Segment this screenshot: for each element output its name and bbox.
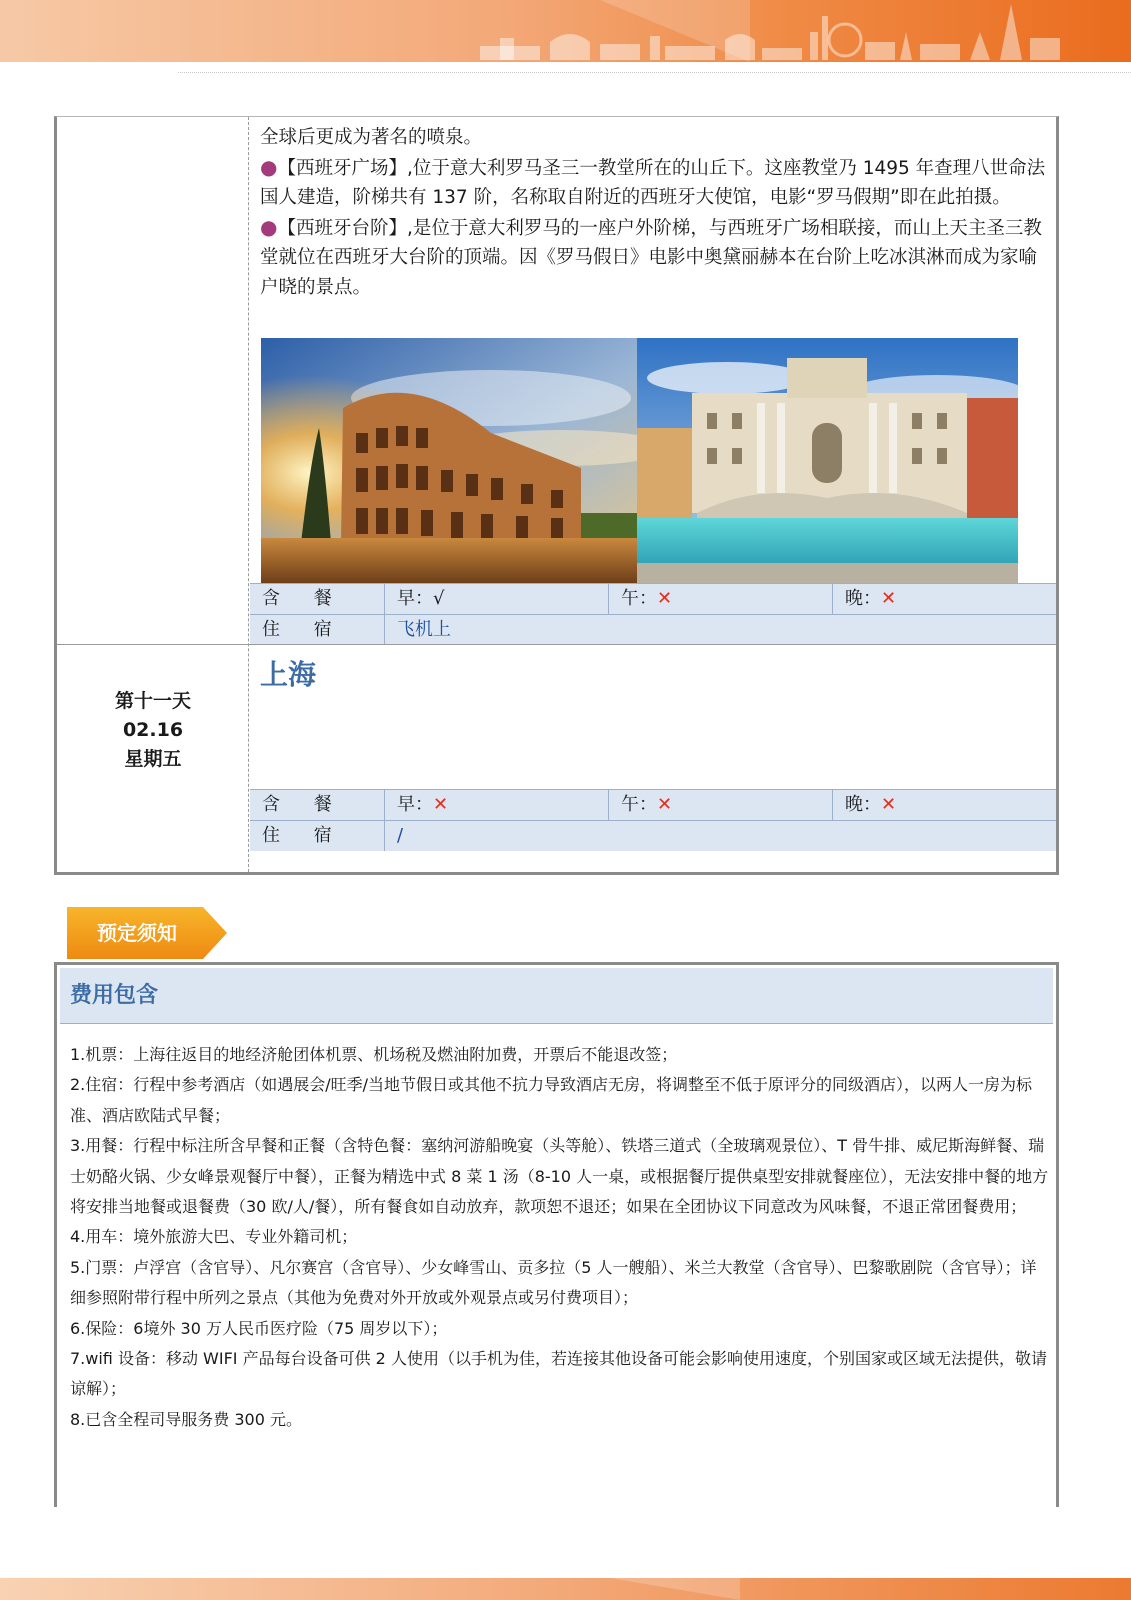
tab-label: 预定须知: [97, 921, 177, 945]
cross-icon: ✕: [881, 794, 897, 815]
lunch-label: 午：: [621, 588, 657, 609]
day-weekday: 星期五: [124, 748, 182, 770]
check-icon: √: [433, 588, 445, 609]
city-skyline-illustration: [470, 2, 1070, 60]
cross-icon: ✕: [881, 588, 897, 609]
bullet-icon: ●: [260, 154, 278, 179]
bullet-icon: ●: [260, 214, 278, 239]
fee-item: 1.机票：上海往返目的地经济舱团体机票、机场税及燃油附加费，开票后不能退改签；: [70, 1045, 678, 1064]
paragraph-text: 【西班牙广场】,位于意大利罗马圣三一教堂所在的山丘下。这座教堂乃 1495 年查理八世命法国人建造，阶梯共有 137 阶，名称取自附近的西班牙大使馆，电影“罗马假期”即在此拍摄。: [260, 157, 1046, 209]
meals-label: 含 餐: [262, 588, 346, 609]
fee-item: 7.wifi 设备：移动 WIFI 产品每台设备可供 2 人使用（以手机为佳，若连接其他设备可能会影响使用速度，个别国家或区域无法提供，敬请谅解）；: [70, 1349, 1047, 1399]
meals-row: [250, 789, 1056, 820]
day-number: 第十一天: [114, 690, 191, 712]
paragraph-text: 全球后更成为著名的喷泉。: [260, 127, 483, 148]
fee-item: 2.住宿：行程中参考酒店（如遇展会/旺季/当地节假日或其他不抗力导致酒店无房，将调整至不低于原评分的同级酒店），以两人一房为标准、酒店欧陆式早餐；: [70, 1075, 1033, 1125]
fee-item: 3.用餐：行程中标注所含早餐和正餐（含特色餐：塞纳河游船晚宴（头等舱）、铁塔三道式（全玻璃观景位）、T 骨牛排、威尼斯海鲜餐、瑞士奶酪火锅、少女峰景观餐厅中餐），正餐为精选中式 8 菜 1 汤（8-10 人一桌，或根据餐厅提供桌型安排就餐座位），无法安排中餐的地方将安排当地餐或退餐费（30 欧/人/餐），所有餐食如自动放弃，款项恕不退还；如果在全团协议下同意改为风味餐，不退正常团餐费用；: [70, 1136, 1049, 1217]
cross-icon: ✕: [657, 794, 673, 815]
hotel-label: 住 宿: [262, 825, 346, 846]
breakfast-label: 早：: [397, 794, 433, 815]
header-divider: [178, 72, 1131, 73]
lunch-label: 午：: [621, 794, 657, 815]
hotel-row: [250, 820, 1056, 851]
fees-included-box: [54, 962, 1059, 1507]
header-banner: [0, 0, 1131, 62]
attraction-description: [260, 123, 1050, 303]
itinerary-table: [54, 116, 1059, 875]
dinner-cell: [832, 790, 1056, 820]
booking-notice-tab: [67, 907, 229, 959]
breakfast-cell: [384, 790, 608, 820]
hotel-row: [250, 614, 1056, 645]
cross-icon: ✕: [433, 794, 449, 815]
fees-list: [70, 1040, 1050, 1435]
day-label: [57, 687, 249, 774]
destination-city: 上海: [260, 658, 317, 691]
lunch-cell: [608, 584, 832, 614]
description-paragraph: [260, 123, 1050, 153]
hotel-label: 住 宿: [262, 619, 346, 640]
dinner-cell: [832, 584, 1056, 614]
day-separator: [57, 644, 1056, 645]
hotel-value: 飞机上: [384, 615, 1056, 645]
meals-row: [250, 583, 1056, 614]
cross-icon: ✕: [657, 588, 673, 609]
description-paragraph: [260, 153, 1050, 213]
description-paragraph: [260, 213, 1050, 303]
breakfast-cell: [384, 584, 608, 614]
lunch-cell: [608, 790, 832, 820]
fee-item: 6.保险：6境外 30 万人民币医疗险（75 周岁以下）；: [70, 1318, 448, 1338]
day-date: 02.16: [122, 719, 184, 741]
footer-accent-shape: [610, 1578, 740, 1600]
fee-item: 4.用车：境外旅游大巴、专业外籍司机；: [70, 1227, 358, 1247]
fee-item: 8.已含全程司导服务费 300 元。: [70, 1409, 302, 1429]
hotel-value: /: [384, 821, 1056, 851]
meals-label: 含 餐: [262, 794, 346, 815]
trevi-fountain-photo: [637, 338, 1018, 583]
colosseum-photo: [261, 338, 642, 583]
dinner-label: 晚：: [845, 588, 881, 609]
footer-banner: [0, 1578, 1131, 1600]
fees-title: 费用包含: [60, 968, 1053, 1024]
fee-item: 5.门票：卢浮宫（含官导）、凡尔赛宫（含官导）、少女峰雪山、贡多拉（5 人一艘船）、米兰大教堂（含官导）、巴黎歌剧院（含官导）；详细参照附带行程中所列之景点（其他为免费对外开放或外观景点或另付费项目）；: [70, 1257, 1037, 1308]
paragraph-text: 【西班牙台阶】,是位于意大利罗马的一座户外阶梯，与西班牙广场相联接，而山上天主圣三教堂就位在西班牙大台阶的顶端。因《罗马假日》电影中奥黛丽赫本在台阶上吃冰淇淋而成为家喻户晓的景点。: [260, 217, 1042, 298]
dinner-label: 晚：: [845, 794, 881, 815]
breakfast-label: 早：: [397, 588, 433, 609]
